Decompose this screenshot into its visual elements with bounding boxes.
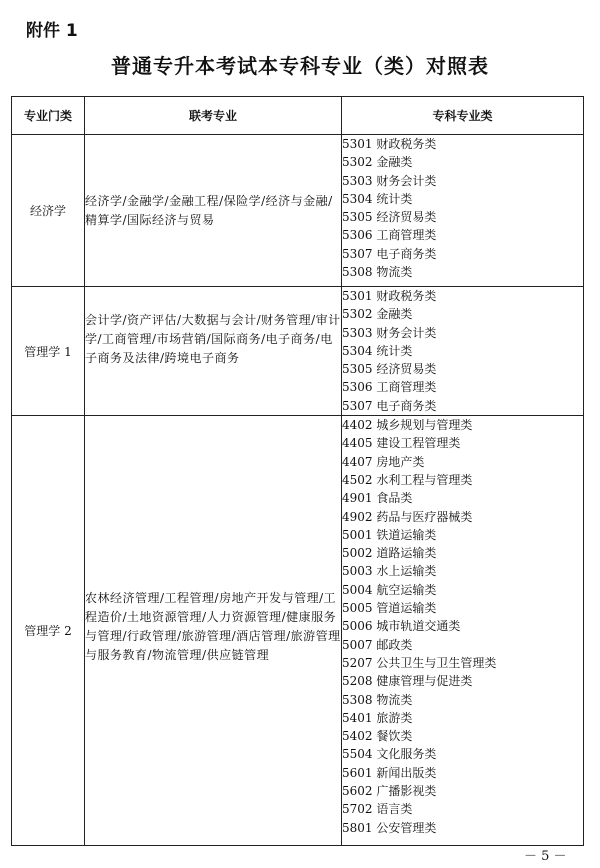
specialty-item: 5304 统计类 <box>342 343 413 358</box>
specialty-item: 5001 铁道运输类 <box>342 527 437 542</box>
majors-cell: 经济学/金融学/金融工程/保险学/经济与金融/精算学/国际经济与贸易 <box>85 135 342 287</box>
column-header-specialties: 专科专业类 <box>342 97 584 135</box>
specialty-item: 5601 新闻出版类 <box>342 765 437 780</box>
specialties-cell <box>342 135 584 287</box>
specialty-item: 5004 航空运输类 <box>342 582 437 597</box>
table-row <box>12 135 584 287</box>
page-number: － 5 － <box>524 849 567 864</box>
specialty-item: 5007 邮政类 <box>342 637 413 652</box>
specialty-item: 4407 房地产类 <box>342 454 425 469</box>
specialty-item: 5307 电子商务类 <box>342 398 437 413</box>
page-title: 普通专升本考试本专科专业（类）对照表 <box>111 54 489 78</box>
table-row <box>12 287 584 416</box>
specialty-item: 5301 财政税务类 <box>342 137 437 151</box>
specialty-item: 5305 经济贸易类 <box>342 362 437 377</box>
specialty-item: 5307 电子商务类 <box>342 246 437 261</box>
specialty-item: 5308 物流类 <box>342 265 413 280</box>
category-cell: 管理学 2 <box>12 416 85 846</box>
specialty-item: 4405 建设工程管理类 <box>342 436 461 451</box>
specialty-item: 4402 城乡规划与管理类 <box>342 418 473 433</box>
table-header-row <box>12 97 584 135</box>
column-header-category: 专业门类 <box>12 97 85 135</box>
column-header-majors: 联考专业 <box>85 97 342 135</box>
specialty-item: 4902 药品与医疗器械类 <box>342 509 473 524</box>
specialty-item: 5303 财务会计类 <box>342 325 437 340</box>
specialty-item: 5602 广播影视类 <box>342 784 437 799</box>
specialty-item: 4502 水利工程与管理类 <box>342 472 473 487</box>
category-cell: 管理学 1 <box>12 287 85 416</box>
specialty-item: 5401 旅游类 <box>342 710 413 725</box>
specialty-item: 5003 水上运输类 <box>342 564 437 579</box>
majors-cell: 农林经济管理/工程管理/房地产开发与管理/工程造价/土地资源管理/人力资源管理/健康服务与管理/行政管理/旅游管理/酒店管理/旅游管理与服务教育/物流管理/供应链管理 <box>85 416 342 846</box>
specialty-item: 5301 财政税务类 <box>342 289 437 303</box>
majors-cell: 会计学/资产评估/大数据与会计/财务管理/审计学/工商管理/市场营销/国际商务/电子商务/电子商务及法律/跨境电子商务 <box>85 287 342 416</box>
specialty-item: 5304 统计类 <box>342 191 413 206</box>
specialty-item: 5006 城市轨道交通类 <box>342 619 461 634</box>
specialty-item: 5303 财务会计类 <box>342 173 437 188</box>
specialties-cell <box>342 287 584 416</box>
specialty-item: 5402 餐饮类 <box>342 729 413 744</box>
category-cell: 经济学 <box>12 135 85 287</box>
specialty-item: 5801 公安管理类 <box>342 820 437 835</box>
comparison-table <box>11 96 584 846</box>
specialty-item: 5305 经济贸易类 <box>342 210 437 225</box>
specialty-item: 5208 健康管理与促进类 <box>342 674 473 689</box>
specialty-item: 5504 文化服务类 <box>342 747 437 762</box>
specialty-item: 5308 物流类 <box>342 692 413 707</box>
specialty-item: 5306 工商管理类 <box>342 380 437 395</box>
specialty-item: 5306 工商管理类 <box>342 228 437 243</box>
specialty-item: 5002 道路运输类 <box>342 546 437 561</box>
table-row <box>12 416 584 846</box>
specialty-item: 5702 语言类 <box>342 802 413 817</box>
specialties-cell <box>342 416 584 846</box>
specialty-item: 4901 食品类 <box>342 491 413 506</box>
specialty-item: 5302 金融类 <box>342 307 413 322</box>
specialty-item: 5302 金融类 <box>342 155 413 170</box>
specialty-item: 5005 管道运输类 <box>342 601 437 616</box>
attachment-label: 附件 1 <box>26 21 78 41</box>
specialty-item: 5207 公共卫生与卫生管理类 <box>342 655 497 670</box>
